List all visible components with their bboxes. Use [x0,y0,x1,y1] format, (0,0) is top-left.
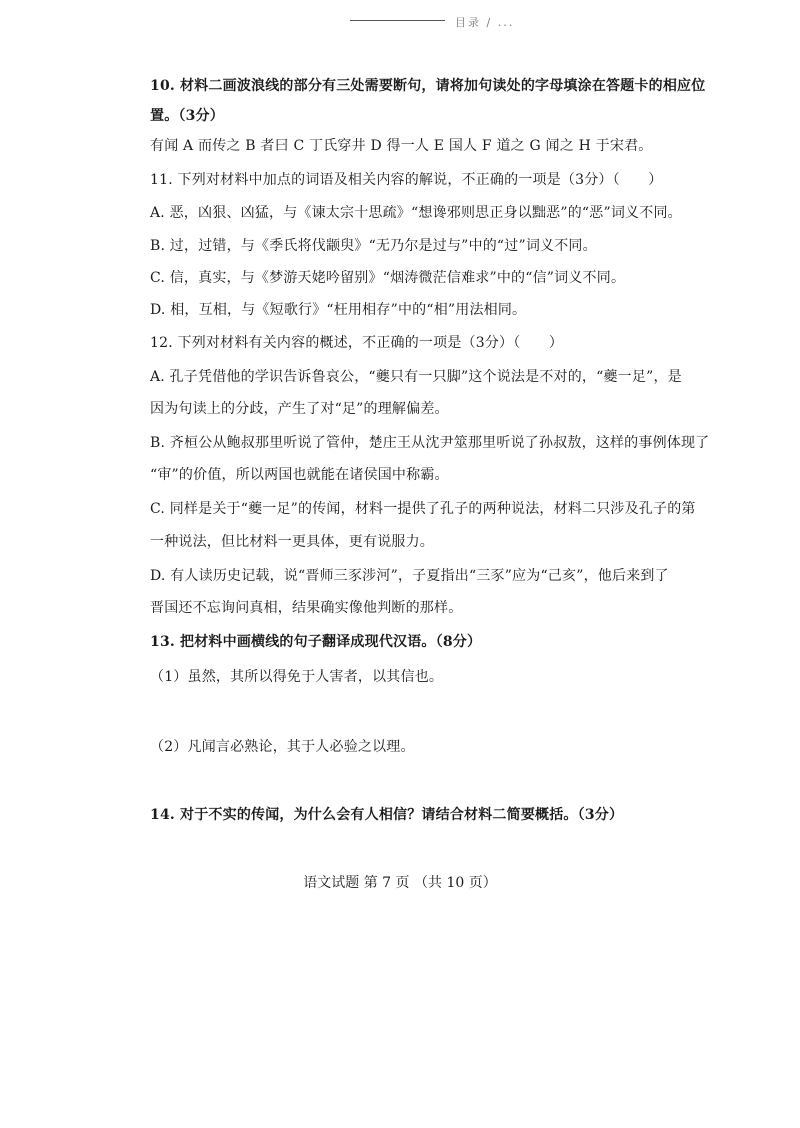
q11-option-b: B. 过，过错，与《季氏将伐颛臾》“无乃尔是过与”中的“过”词义不同。 [150,238,597,254]
q12-option-c-line1: C. 同样是关于“夔一足”的传闻，材料一提供了孔子的两种说法，材料二只涉及孔子的第 [150,501,696,517]
q13-sentence-2: （2）凡闻言必熟论，其于人必验之以理。 [150,739,415,755]
q12-option-a-line2: 因为句读上的分歧，产生了对“足”的理解偏差。 [150,401,449,417]
q12-option-c-line2: 一种说法，但比材料一更具体，更有说服力。 [150,534,434,550]
header-smudge: 目录 / ... [455,16,515,29]
top-rule [350,20,445,21]
q11-option-d: D. 相，互相，与《短歌行》“枉用相存”中的“相”用法相同。 [150,302,527,318]
q14-stem: 14. 对于不实的传闻，为什么会有人相信？请结合材料二简要概括。（3分） [150,807,624,823]
q12-option-d-line1: D. 有人读历史记载，说“晋师三豕涉河”，子夏指出“三豕”应为“己亥”，他后来到了 [150,568,669,584]
q11-option-a: A. 恶，凶狠、凶猛，与《谏太宗十思疏》“想谗邪则思正身以黜恶”的“恶”词义不同。 [150,205,682,221]
q12-option-b-line1: B. 齐桓公从鲍叔那里听说了管仲，楚庄王从沈尹筮那里听说了孙叔敖，这样的事例体现了 [150,435,710,451]
q11-option-c: C. 信，真实，与《梦游天姥吟留别》“烟涛微茫信难求”中的“信”词义不同。 [150,270,626,286]
q12-stem: 12. 下列对材料有关内容的概述，不正确的一项是（3分）（ ） [150,335,564,351]
q10-passage: 有闻 A 而传之 B 者曰 C 丁氏穿井 D 得一人 E 国人 F 道之 G 闻之 H 于宋君。 [150,138,653,154]
q11-stem: 11. 下列对材料中加点的词语及相关内容的解说，不正确的一项是（3分）（ ） [150,172,663,188]
q12-option-a-line1: A. 孔子凭借他的学识告诉鲁哀公，“夔只有一只脚”这个说法是不对的，“夔一足”，是 [150,369,682,385]
q13-stem: 13. 把材料中画横线的句子翻译成现代汉语。（8分） [150,634,482,650]
q10-stem-line1: 10. 材料二画波浪线的部分有三处需要断句，请将加句读处的字母填涂在答题卡的相应位 [150,78,706,94]
q13-sentence-1: （1）虽然，其所以得免于人害者，以其信也。 [150,669,444,685]
page-footer: 语文试题 第 7 页 （共 10 页） [303,875,497,891]
q12-option-b-line2: “审”的价值，所以两国也就能在诸侯国中称霸。 [150,467,449,483]
top-scan-mark [350,12,540,29]
q12-option-d-line2: 晋国还不忘询问真相，结果确实像他判断的那样。 [150,600,463,616]
q10-stem-line2: 置。（3分） [150,108,224,124]
